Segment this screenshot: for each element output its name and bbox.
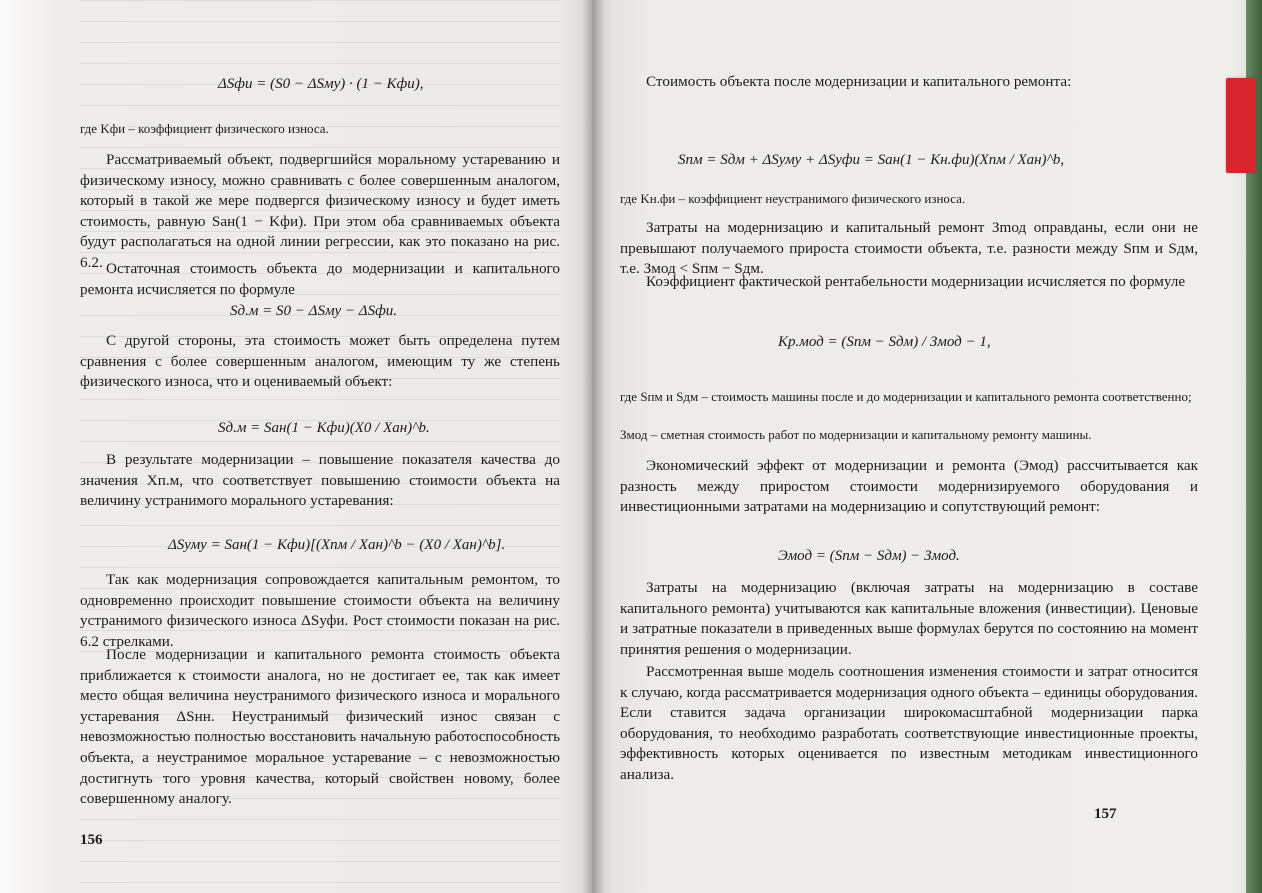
formula-2: Sд.м = S0 − ΔSму − ΔSфи.	[230, 303, 398, 319]
where-1: где Kн.фи – коэффициент неустранимого физического износа.	[620, 191, 966, 206]
bookmark-ribbon	[1226, 78, 1256, 173]
paragraph-5: Затраты на модернизацию (включая затраты на модернизацию в составе капитального ремонта) учитываются как капитальные вложения (инвестиции). Ценовые и затратные показатели в приведенных выше формулах берутся по состоянию на момент принятия решения о модернизации.	[620, 579, 1198, 658]
page-number-left: 156	[80, 832, 103, 848]
formula-4: ΔSуму = Sан(1 − Kфи)[(Xпм / Xан)^b − (X0 / Xан)^b].	[168, 537, 506, 553]
paragraph-5: Так как модернизация сопровождается капитальным ремонтом, то одновременно происходит повышение стоимости объекта на величину устранимого физического износа ΔSуфи. Рост стоимости показан на рис. 6.2 стрелками.	[80, 571, 560, 650]
where-2a: где Sпм и Sдм – стоимость машины после и до модернизации и капитального ремонта соответственно;	[620, 389, 1192, 404]
paragraph-2: Остаточная стоимость объекта до модернизации и капитального ремонта исчисляется по формуле	[80, 260, 560, 298]
paragraph-2: Затраты на модернизацию и капитальный ремонт Зmод оправданы, если они не превышают получаемого прироста стоимости объекта, т.е. разности между Sпм и Sдм, т.е. Змод < Sпм − Sдм.	[620, 219, 1198, 278]
paragraph-1: Рассматриваемый объект, подвергшийся моральному устареванию и физическому износу, можно сравнивать с более совершенным аналогом, который в такой же мере подвергся физическому износу и будет иметь стоимость, равную Sан(1 − Kфи). При этом оба сравниваемых объекта будут располагаться на одной линии регрессии, как это показано на рис. 6.2.	[80, 151, 560, 271]
page-number-right: 157	[1094, 806, 1117, 822]
formula-1: ΔSфи = (S0 − ΔSму) · (1 − Kфи),	[218, 76, 424, 92]
left-page	[0, 0, 592, 893]
paragraph-4: Экономический эффект от модернизации и ремонта (Эмод) рассчитывается как разность между приростом стоимости модернизируемого оборудования и инвестиционными затратами на модернизацию и сопутствующий ремонт:	[620, 457, 1198, 516]
where-1: где Kфи – коэффициент физического износа.	[80, 121, 329, 136]
paragraph-3: Коэффициент фактической рентабельности модернизации исчисляется по формуле	[646, 273, 1186, 290]
formula-1: Sпм = Sдм + ΔSуму + ΔSуфи = Sан(1 − Kн.фи)(Xпм / Xан)^b,	[678, 152, 1065, 168]
paragraph-3: С другой стороны, эта стоимость может быть определена путем сравнения с более совершенным аналогом, имеющим ту же степень физического износа, что и оцениваемый объект:	[80, 332, 560, 391]
book-gutter-shadow	[582, 0, 604, 893]
formula-3: Эмод = (Sпм − Sдм) − Змод.	[778, 548, 960, 564]
paragraph-4: В результате модернизации – повышение показателя качества до значения Xп.м, что соответствует повышению стоимости объекта на величину устранимого морального устаревания:	[80, 451, 560, 510]
paragraph-6: После модернизации и капитального ремонта стоимость объекта приближается к стоимости аналога, но не достигает ее, так как имеет место общая величина неустранимого физического износа и морального устаревания ΔSнн. Неустранимый физический износ связан с невозможностью полностью восстановить начальную работоспособность объекта, а неустранимое моральное устаревание – с невозможностью достигнуть того уровня качества, который свойствен новому, более совершенному аналогу.	[80, 646, 560, 808]
where-2b: Змод – сметная стоимость работ по модернизации и капитальному ремонту машины.	[620, 427, 1092, 442]
paragraph-1: Стоимость объекта после модернизации и капитального ремонта:	[646, 73, 1072, 90]
formula-3: Sд.м = Sан(1 − Kфи)(X0 / Xан)^b.	[218, 420, 430, 436]
paragraph-6: Рассмотренная выше модель соотношения изменения стоимости и затрат относится к случаю, когда рассматривается модернизация одного объекта – единицы оборудования. Если ставится задача организации широкомасштабной модернизации парка оборудования, то необходимо разработать соответствующие инвестиционные проекты, эффективность которых оценивается по известным методикам инвестиционного анализа.	[620, 663, 1198, 783]
right-page	[592, 0, 1246, 893]
formula-2: Kр.мод = (Sпм − Sдм) / Змод − 1,	[778, 334, 991, 350]
